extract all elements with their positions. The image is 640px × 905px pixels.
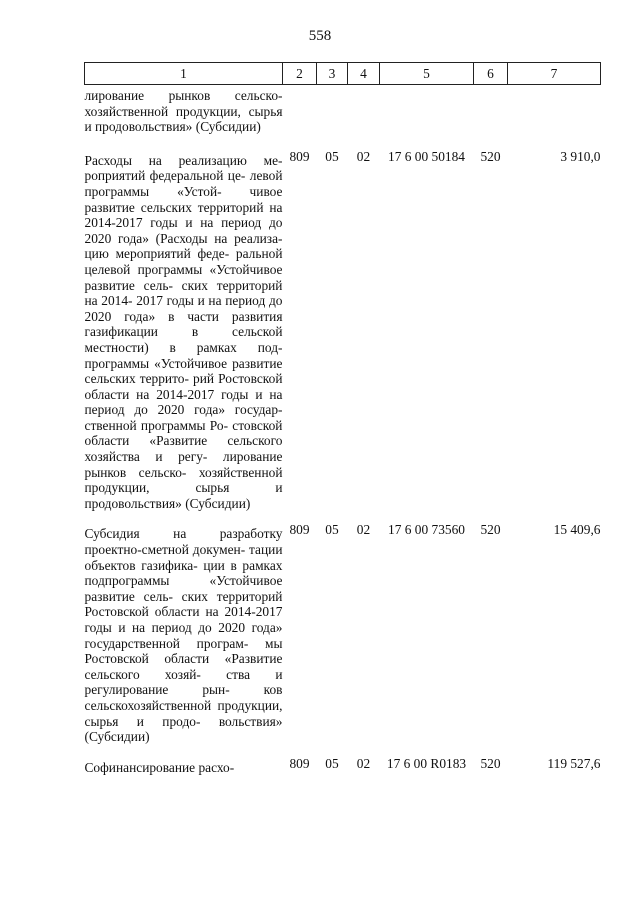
description-line: газификации в сельской — [84, 324, 283, 340]
description-line: лирование рынков сельско- — [84, 88, 283, 103]
description-line: стовской области «Развитие — [84, 417, 283, 449]
description-line: программы «Устойчивое — [84, 355, 228, 371]
cell-col-7 — [508, 85, 601, 149]
description-line: государственной програм- — [84, 635, 249, 651]
description-line: области на 2014-2017 годы — [84, 604, 283, 635]
description-line: тации объектов газифика- — [84, 542, 283, 573]
table-header — [85, 63, 601, 85]
row-description — [85, 85, 283, 149]
description-line: мы Ростовской области — [84, 635, 283, 667]
header-col-7: 7 — [508, 63, 601, 85]
cell-col-5: 17 6 00 73560 — [388, 522, 465, 538]
cell-col-5 — [380, 85, 474, 149]
description-line: сырья и продовольствия» — [84, 103, 283, 135]
header-col-1: 1 — [85, 63, 283, 85]
header-col-2: 2 — [283, 63, 317, 85]
cell-col-2: 809 — [289, 148, 310, 164]
description-line: ских территорий Ростовской — [84, 588, 283, 620]
description-line: территорий на 2014-2017 — [84, 199, 283, 231]
description-line: развитие сельских террито- — [84, 355, 283, 387]
description-line: (Субсидии) — [195, 119, 261, 135]
cell-col-2: 809 — [289, 522, 310, 538]
row-description — [85, 522, 283, 755]
page-number: 558 — [308, 28, 332, 44]
description-line: Расходы на реализацию ме- — [84, 152, 283, 168]
row-description — [85, 756, 283, 776]
cell-col-7: 15 409,6 — [553, 522, 601, 538]
description-line: чивое развитие сельских — [84, 183, 283, 215]
header-row — [85, 63, 601, 85]
table-body — [85, 85, 601, 776]
header-col-3: 3 — [317, 63, 348, 85]
description-line: Софинансирование расхо- — [84, 759, 235, 775]
cell-col-3: 05 — [325, 522, 339, 538]
cell-col-6: 520 — [480, 522, 501, 538]
header-col-6: 6 — [474, 63, 508, 85]
description-line: ства и регулирование рын- — [84, 666, 283, 698]
description-line: продукции, сырья и продо- — [84, 697, 283, 729]
description-line: цию мероприятий феде- — [84, 246, 230, 262]
description-line: сельского хозяйства и регу- — [84, 433, 283, 465]
description-line: вольствия» (Субсидии) — [84, 713, 283, 745]
description-line: 2020 года» в части развития — [84, 308, 283, 324]
description-line: местности) в рамках под- — [84, 339, 283, 355]
cell-col-4 — [348, 85, 380, 149]
cell-col-7: 3 910,0 — [560, 148, 601, 164]
row-description — [85, 149, 283, 523]
cell-col-5: 17 6 00 50184 — [388, 148, 465, 164]
description-line: 2017 годы и на период до — [136, 293, 283, 309]
table-row — [85, 522, 601, 755]
cell-col-3 — [317, 85, 348, 149]
cell-col-3: 05 — [325, 148, 339, 164]
description-line: и на период до 2020 года» — [118, 620, 283, 635]
description-line: роприятий федеральной це- — [84, 168, 246, 184]
cell-col-4: 02 — [356, 522, 371, 538]
cell-col-4: 02 — [356, 755, 371, 771]
cell-col-5: 17 6 00 R0183 — [386, 755, 467, 771]
cell-col-3: 05 — [325, 755, 339, 771]
table-row — [85, 756, 601, 776]
description-line: годы и на период до 2020 — [84, 215, 283, 246]
description-line: ских территорий на 2014- — [84, 277, 283, 309]
cell-col-6: 520 — [480, 148, 501, 164]
description-line: ков сельскохозяйственной — [84, 682, 283, 713]
description-line: «Развитие сельского хозяй- — [84, 651, 283, 682]
description-line: Субсидия на разработку — [84, 526, 283, 542]
budget-table — [84, 62, 601, 775]
description-line: 2014-2017 годы и на период — [84, 386, 283, 418]
description-line: «Устойчивое развитие сель- — [84, 573, 283, 604]
description-line: хозяйственной продукции, — [84, 464, 283, 496]
description-line: сырья и продовольствия» — [84, 480, 283, 511]
table-row — [85, 149, 601, 523]
cell-col-7: 119 527,6 — [547, 755, 601, 771]
description-line: левой программы «Устой- — [84, 168, 283, 199]
table-row — [85, 85, 601, 149]
cell-col-6 — [474, 85, 508, 149]
cell-col-2: 809 — [289, 755, 310, 771]
description-line: рий Ростовской области на — [84, 371, 283, 402]
cell-col-6: 520 — [480, 755, 501, 771]
description-line: лирование рынков сельско- — [84, 449, 283, 480]
description-line: ральной целевой программы — [84, 246, 283, 277]
description-line: до 2020 года» государ- — [134, 402, 283, 418]
header-col-5: 5 — [380, 63, 474, 85]
cell-col-4: 02 — [356, 148, 371, 164]
header-col-4: 4 — [348, 63, 380, 85]
description-line: проектно-сметной докумен- — [84, 542, 246, 558]
description-line: «Устойчивое развитие сель- — [84, 261, 283, 293]
description-line: ственной программы Ро- — [84, 417, 229, 433]
description-line: года» (Расходы на реализа- — [118, 230, 283, 246]
cell-col-2 — [283, 85, 317, 149]
description-line: ции в рамках подпрограммы — [84, 557, 283, 589]
description-line: хозяйственной продукции, — [84, 103, 241, 119]
description-line: (Субсидии) — [185, 495, 251, 511]
